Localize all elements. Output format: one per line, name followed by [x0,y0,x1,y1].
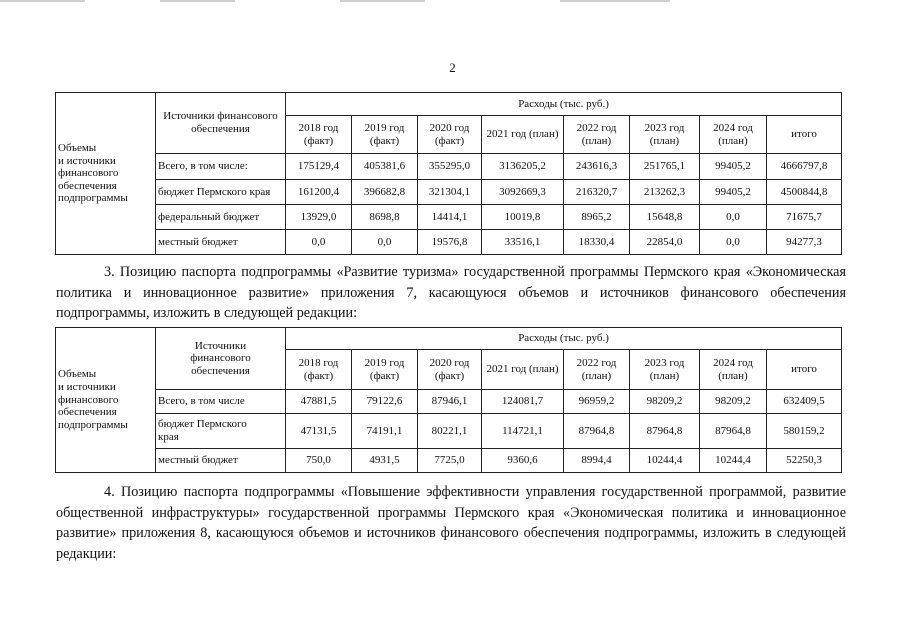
table-row [56,205,842,230]
amount-cell: 52250,3 [767,449,842,473]
amount-cell: 8698,8 [352,205,418,230]
top-edge-line [160,0,235,2]
cell-line: 2021 год (план) [486,363,559,376]
cell-line: 2023 год [644,356,685,369]
year-header [700,116,767,154]
year-header [700,350,767,390]
amount-cell: 8994,4 [564,449,630,473]
cell-line: (план) [581,369,612,382]
year-header [286,116,352,154]
amount-cell: 0,0 [286,230,352,255]
year-header [352,116,418,154]
table-row [56,180,842,205]
table-row [56,414,842,449]
cell-line: Всего, в том числе [158,395,245,408]
table-row [56,230,842,255]
amount-cell: 3136205,2 [482,154,564,180]
amount-cell: 94277,3 [767,230,842,255]
top-edge-line [0,0,85,2]
source-name [156,230,286,255]
amount-cell: 750,0 [286,449,352,473]
top-edge-line [560,0,670,2]
amount-cell: 321304,1 [418,180,482,205]
amount-cell: 74191,1 [352,414,418,449]
cell-line: (факт) [369,134,400,147]
cell-line: и источники [58,381,116,394]
year-header [767,116,842,154]
amount-cell: 0,0 [700,205,767,230]
cell-line: 2022 год [576,121,617,134]
year-header [482,116,564,154]
cell-line: 2022 год [576,356,617,369]
amount-cell: 15648,8 [630,205,700,230]
cell-line: 2024 год [713,121,753,134]
cell-line: Источники [194,339,247,352]
top-edge-line [340,0,425,2]
amount-cell: 87964,8 [630,414,700,449]
cell-line: (факт) [369,369,400,382]
amount-cell: 4931,5 [352,449,418,473]
year-header [352,350,418,390]
cell-line: 2020 год [429,356,470,369]
expenses-header: Расходы (тыс. руб.) [286,93,842,116]
cell-line: федеральный бюджет [158,210,260,223]
amount-cell: 10244,4 [630,449,700,473]
financing-table-2 [55,327,842,473]
year-header [564,350,630,390]
sources-header [156,328,286,390]
amount-cell: 4500844,8 [767,180,842,205]
cell-line: обеспечения [191,123,250,135]
amount-cell: 18330,4 [564,230,630,255]
source-name [156,180,286,205]
amount-cell: 87946,1 [418,390,482,414]
cell-line: 2023 год [644,121,685,134]
amount-cell: 14414,1 [418,205,482,230]
amount-cell: 355295,0 [418,154,482,180]
cell-line: (план) [649,369,680,382]
cell-line: подпрограммы [58,418,128,431]
source-name [156,205,286,230]
cell-line: (факт) [434,369,465,382]
year-header [630,116,700,154]
amount-cell: 10244,4 [700,449,767,473]
expenses-header: Расходы (тыс. руб.) [286,328,842,350]
amount-cell: 9360,6 [482,449,564,473]
amount-cell: 243616,3 [564,154,630,180]
amount-cell: 96959,2 [564,390,630,414]
cell-line: Объемы [58,368,97,381]
cell-line: бюджет Пермского [158,418,247,431]
cell-line: и источники [58,154,116,167]
year-header [630,350,700,390]
cell-line: обеспечения [191,364,250,377]
amount-cell: 99405,2 [700,180,767,205]
cell-line: 2018 год [298,121,339,134]
cell-line: итого [791,128,817,141]
amount-cell: 216320,7 [564,180,630,205]
cell-line: 2020 год [429,121,470,134]
amount-cell: 213262,3 [630,180,700,205]
amount-cell: 114721,1 [482,414,564,449]
amount-cell: 71675,7 [767,205,842,230]
cell-line: 2018 год [298,356,339,369]
cell-line: бюджет Пермского края [158,185,271,198]
cell-line: 2024 год [713,356,753,369]
year-header [564,116,630,154]
cell-line: (план) [581,134,612,147]
amount-cell: 87964,8 [700,414,767,449]
amount-cell: 405381,6 [352,154,418,180]
table-label [56,328,156,473]
cell-line: местный бюджет [158,454,238,467]
year-header [482,350,564,390]
paragraph-3: 3. Позицию паспорта подпрограммы «Развитие туризма» государственной программы Пермского края «Экономическая политика и инновационное развитие» приложения 7, касающуюся объемов и источников финансового обеспечения подпрограммы, изложить в следующей редакции: [56,264,846,321]
cell-line: (план) [718,134,748,147]
cell-line: (план) [649,134,680,147]
source-name [156,414,286,449]
cell-line: финансового [190,352,251,365]
amount-cell: 396682,8 [352,180,418,205]
amount-cell: 161200,4 [286,180,352,205]
amount-cell: 4666797,8 [767,154,842,180]
amount-cell: 22854,0 [630,230,700,255]
year-header [418,350,482,390]
cell-line: (план) [718,369,748,382]
amount-cell: 0,0 [700,230,767,255]
amount-cell: 87964,8 [564,414,630,449]
cell-line: 2019 год [364,356,405,369]
table-body [56,328,842,473]
table-row [56,449,842,473]
amount-cell: 3092669,3 [482,180,564,205]
cell-line: обеспечения [58,406,117,419]
paragraph-4: 4. Позицию паспорта подпрограммы «Повышение эффективности управления государственной программой, развитие общественной инфраструктуры» государственной программы Пермского края «Экономическая политика и инновационное развитие» приложения 8, касающуюся объемов и источников финансового обеспечения подпрограммы, изложить в следующей редакции: [56,484,846,562]
page-number: 2 [449,60,456,75]
table-row [56,154,842,180]
amount-cell: 580159,2 [767,414,842,449]
cell-line: 2019 год [364,121,405,134]
cell-line: финансового [58,393,119,406]
cell-line: финансового [58,167,119,180]
cell-line: итого [791,363,817,376]
amount-cell: 98209,2 [700,390,767,414]
amount-cell: 99405,2 [700,154,767,180]
amount-cell: 80221,1 [418,414,482,449]
sources-header [156,93,286,154]
amount-cell: 10019,8 [482,205,564,230]
cell-line: (факт) [434,134,465,147]
amount-cell: 632409,5 [767,390,842,414]
amount-cell: 47881,5 [286,390,352,414]
amount-cell: 124081,7 [482,390,564,414]
cell-line: подпрограммы [58,192,128,205]
cell-line: Объемы [58,141,97,154]
amount-cell: 175129,4 [286,154,352,180]
amount-cell: 33516,1 [482,230,564,255]
table-row [56,390,842,414]
cell-line: Источники финансового [163,110,278,123]
table-label [56,93,156,255]
amount-cell: 13929,0 [286,205,352,230]
cell-line: (факт) [303,369,334,382]
cell-line: Всего, в том числе: [158,160,248,173]
amount-cell: 79122,6 [352,390,418,414]
cell-line: (факт) [303,134,334,147]
cell-line: края [158,431,179,443]
source-name [156,449,286,473]
amount-cell: 98209,2 [630,390,700,414]
amount-cell: 0,0 [352,230,418,255]
table-body [56,93,842,255]
source-name [156,154,286,180]
cell-line: 2021 год (план) [486,128,559,141]
amount-cell: 19576,8 [418,230,482,255]
financing-table-1 [55,92,842,255]
source-name [156,390,286,414]
amount-cell: 7725,0 [418,449,482,473]
year-header [767,350,842,390]
amount-cell: 8965,2 [564,205,630,230]
year-header [418,116,482,154]
amount-cell: 47131,5 [286,414,352,449]
amount-cell: 251765,1 [630,154,700,180]
cell-line: обеспечения [58,179,117,192]
year-header [286,350,352,390]
cell-line: местный бюджет [158,235,238,248]
